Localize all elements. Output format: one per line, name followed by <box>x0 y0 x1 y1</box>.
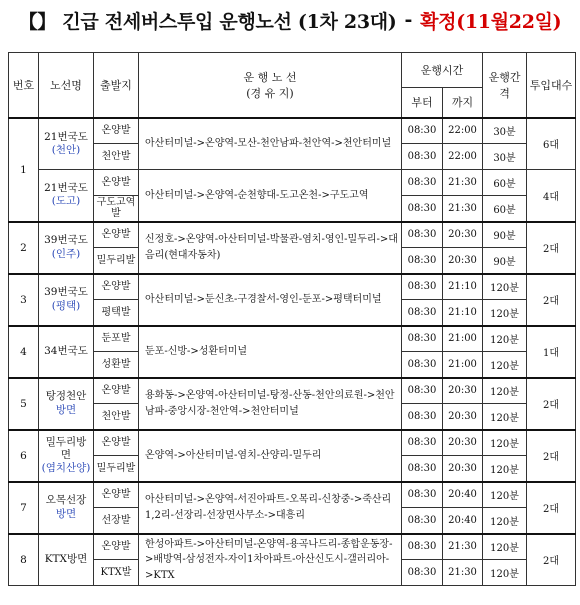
end-time: 20:40 <box>443 508 483 534</box>
route-path: 아산터미널->온양역-순천향대-도고온천->구도고역 <box>139 170 402 222</box>
route-path: 신정호->온양역-아산터미널-박물관-염치-영인-밀두리->대음리(현대자동차) <box>139 222 402 274</box>
origin-cell: 온양발 <box>94 222 139 248</box>
end-time: 20:30 <box>443 248 483 274</box>
row-number: 4 <box>9 326 39 378</box>
route-name-main: 39번국도 <box>44 286 88 299</box>
route-name <box>39 222 94 274</box>
interval: 120분 <box>483 482 527 508</box>
title-status: 확정(11월22일) <box>420 10 562 33</box>
origin-cell: 둔포발 <box>94 326 139 352</box>
route-name-main: 21번국도 <box>44 182 88 195</box>
interval: 90분 <box>483 248 527 274</box>
header-buses: 투입대수 <box>527 53 576 118</box>
end-time: 21:10 <box>443 300 483 326</box>
start-time: 08:30 <box>402 222 443 248</box>
start-time: 08:30 <box>402 482 443 508</box>
header-route: 노선명 <box>39 53 94 118</box>
origin-cell: 밀두리발 <box>94 248 139 274</box>
start-time: 08:30 <box>402 456 443 482</box>
start-time: 08:30 <box>402 118 443 144</box>
origin-cell: 온양발 <box>94 482 139 508</box>
route-name <box>39 326 94 378</box>
end-time: 21:30 <box>443 196 483 222</box>
interval: 120분 <box>483 378 527 404</box>
route-path: 온양역->아산터미널-염치-산양리-밀두리 <box>139 430 402 482</box>
interval: 120분 <box>483 560 527 586</box>
header-hours: 운행시간 <box>402 53 483 88</box>
origin-cell: 온양발 <box>94 274 139 300</box>
header-origin: 출발지 <box>94 53 139 118</box>
bus-count: 2대 <box>527 274 576 326</box>
route-name-main: 오목선장 <box>45 494 87 507</box>
route-name-sub: (인주) <box>51 247 81 260</box>
header-path-label: 운 행 노 선 <box>243 70 297 84</box>
interval: 60분 <box>483 196 527 222</box>
origin-cell: 성환발 <box>94 352 139 378</box>
route-name-main: 34번국도 <box>44 344 88 357</box>
route-name <box>39 118 94 170</box>
table-row <box>9 430 576 456</box>
origin-cell: 구도고역발 <box>94 196 139 222</box>
origin-cell: 천안발 <box>94 144 139 170</box>
origin-cell: 온양발 <box>94 118 139 144</box>
origin-cell: 온양발 <box>94 378 139 404</box>
bus-count: 2대 <box>527 378 576 430</box>
route-name <box>39 430 94 482</box>
route-name <box>39 170 94 222</box>
interval: 30분 <box>483 118 527 144</box>
end-time: 20:30 <box>443 430 483 456</box>
interval: 120분 <box>483 404 527 430</box>
origin-cell: KTX발 <box>94 560 139 586</box>
table-row <box>9 534 576 560</box>
bus-count: 1대 <box>527 326 576 378</box>
route-name-main: 21번국도 <box>44 130 88 143</box>
end-time: 20:30 <box>443 404 483 430</box>
end-time: 20:30 <box>443 222 483 248</box>
header-no: 번호 <box>9 53 39 118</box>
start-time: 08:30 <box>402 430 443 456</box>
bus-count: 2대 <box>527 482 576 534</box>
interval: 120분 <box>483 274 527 300</box>
end-time: 22:00 <box>443 118 483 144</box>
start-time: 08:30 <box>402 404 443 430</box>
start-time: 08:30 <box>402 352 443 378</box>
interval: 60분 <box>483 170 527 196</box>
end-time: 21:00 <box>443 326 483 352</box>
page-title <box>0 0 580 40</box>
route-name-sub: 방면 <box>55 507 77 520</box>
origin-cell: 선장발 <box>94 508 139 534</box>
start-time: 08:30 <box>402 326 443 352</box>
end-time: 21:00 <box>443 352 483 378</box>
interval: 120분 <box>483 534 527 560</box>
interval: 120분 <box>483 430 527 456</box>
end-time: 21:30 <box>443 170 483 196</box>
start-time: 08:30 <box>402 534 443 560</box>
start-time: 08:30 <box>402 378 443 404</box>
interval: 90분 <box>483 222 527 248</box>
row-number: 3 <box>9 274 39 326</box>
route-name <box>39 274 94 326</box>
origin-cell: 온양발 <box>94 430 139 456</box>
route-path: 용화동->온양역-아산터미널-탕정-산동-천안의료원->천안남파-중앙시장-천안역->천안터미널 <box>139 378 402 430</box>
bus-count: 2대 <box>527 222 576 274</box>
route-path: 아산터미널->온양역-모산-천안남파-천안역->천안터미널 <box>139 118 402 170</box>
route-name <box>39 534 94 586</box>
table-row <box>9 378 576 404</box>
row-number: 6 <box>9 430 39 482</box>
bus-count: 2대 <box>527 534 576 586</box>
interval: 120분 <box>483 508 527 534</box>
route-name-sub: 방면 <box>55 403 77 416</box>
end-time: 22:00 <box>443 144 483 170</box>
table-row <box>9 222 576 248</box>
table-row <box>9 482 576 508</box>
route-name-main: 밀두리방면 <box>45 435 87 461</box>
row-number: 5 <box>9 378 39 430</box>
route-path: 아산터미널->온양역-서진아파트-오목리-신창중->죽산리1,2리-선장리-선장면사무소->대흥리 <box>139 482 402 534</box>
table-row <box>9 170 576 196</box>
end-time: 20:30 <box>443 456 483 482</box>
route-path: 한성아파트->아산터미널-온양역-용곡나드리-종합운동장->배방역-삼성전자-자이1차아파트-아산신도시-갤러리아->KTX <box>139 534 402 586</box>
interval: 120분 <box>483 326 527 352</box>
route-name-sub: (평택) <box>51 299 81 312</box>
route-path: 아산터미널->둔신초-구경찰서-영인-둔포->평택터미널 <box>139 274 402 326</box>
title-main: 긴급 전세버스투입 운행노선 (1차 23대) <box>62 10 397 33</box>
end-time: 20:30 <box>443 378 483 404</box>
header-to: 까지 <box>443 88 483 118</box>
route-name-main: 39번국도 <box>44 234 88 247</box>
start-time: 08:30 <box>402 144 443 170</box>
origin-cell: 밀두리발 <box>94 456 139 482</box>
start-time: 08:30 <box>402 248 443 274</box>
start-time: 08:30 <box>402 170 443 196</box>
route-name <box>39 482 94 534</box>
header-from: 부터 <box>402 88 443 118</box>
route-path: 둔포-신방->성환터미널 <box>139 326 402 378</box>
start-time: 08:30 <box>402 560 443 586</box>
title-bracket: 【】 <box>18 10 57 33</box>
title-dash: - <box>404 9 413 31</box>
table-row <box>9 274 576 300</box>
route-name-sub: (도고) <box>51 195 81 208</box>
table-row <box>9 118 576 144</box>
end-time: 21:30 <box>443 560 483 586</box>
end-time: 21:30 <box>443 534 483 560</box>
header-interval: 운행간격 <box>483 53 527 118</box>
row-number: 1 <box>9 118 39 222</box>
bus-count: 6대 <box>527 118 576 170</box>
origin-cell: 온양발 <box>94 534 139 560</box>
row-number: 8 <box>9 534 39 586</box>
bus-count: 2대 <box>527 430 576 482</box>
row-number: 7 <box>9 482 39 534</box>
origin-cell: 온양발 <box>94 170 139 196</box>
route-name-main: KTX방면 <box>44 553 88 566</box>
interval: 120분 <box>483 352 527 378</box>
interval: 120분 <box>483 456 527 482</box>
interval: 30분 <box>483 144 527 170</box>
start-time: 08:30 <box>402 196 443 222</box>
start-time: 08:30 <box>402 274 443 300</box>
header-path-sub: (경 유 지) <box>246 86 294 100</box>
end-time: 20:40 <box>443 482 483 508</box>
start-time: 08:30 <box>402 300 443 326</box>
interval: 120분 <box>483 300 527 326</box>
origin-cell: 천안발 <box>94 404 139 430</box>
route-name-sub: (염치산양) <box>41 462 91 475</box>
end-time: 21:10 <box>443 274 483 300</box>
route-name-sub: (천안) <box>51 143 81 156</box>
table-row <box>9 326 576 352</box>
origin-cell: 평택발 <box>94 300 139 326</box>
route-table <box>8 52 576 586</box>
bus-count: 4대 <box>527 170 576 222</box>
start-time: 08:30 <box>402 508 443 534</box>
row-number: 2 <box>9 222 39 274</box>
route-name <box>39 378 94 430</box>
header-path <box>139 53 402 118</box>
route-name-main: 탕정천안 <box>45 390 87 403</box>
